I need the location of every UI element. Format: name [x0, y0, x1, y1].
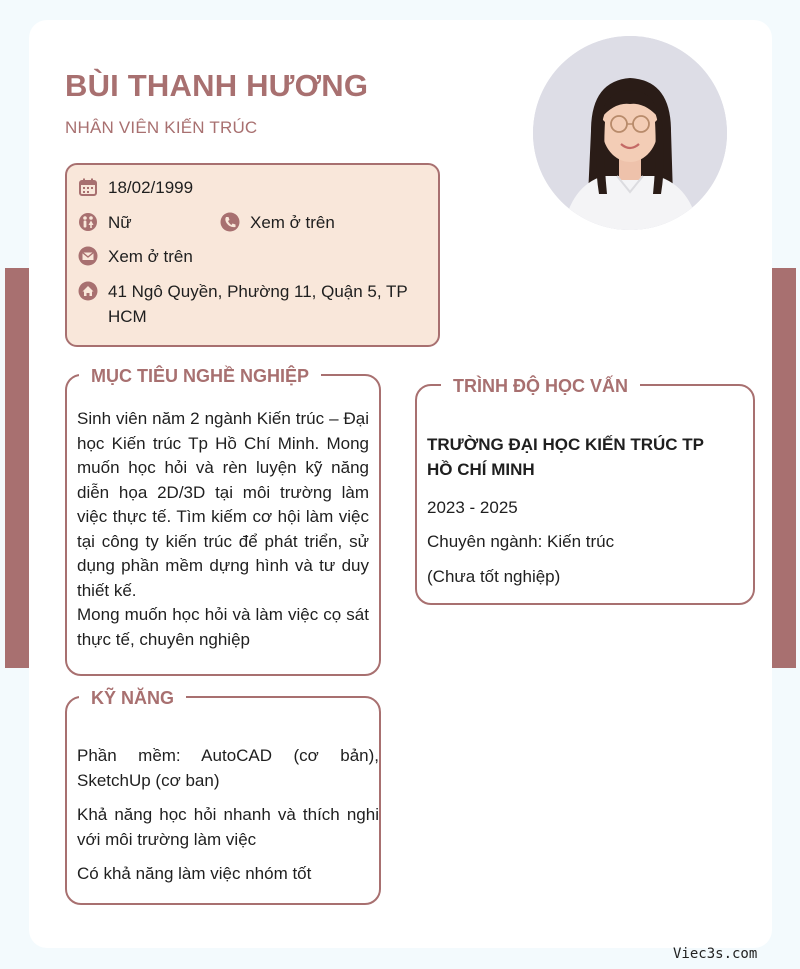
objective-paragraph-2: Mong muốn học hỏi và làm việc cọ sát thực tế, chuyên nghiệp	[77, 605, 369, 649]
skill-item: Có khả năng làm việc nhóm tốt	[77, 864, 312, 883]
home-icon	[78, 281, 98, 301]
gender-value: Nữ	[108, 213, 132, 232]
calendar-icon	[78, 177, 98, 197]
school-name: TRƯỜNG ĐẠI HỌC KIẾN TRÚC TP HỒ CHÍ MINH	[427, 435, 704, 479]
education-years: 2023 - 2025	[427, 498, 518, 517]
avatar	[533, 36, 727, 230]
email-icon	[78, 246, 98, 266]
candidate-name: BÙI THANH HƯƠNG	[65, 68, 369, 103]
phone-value: Xem ở trên	[250, 213, 335, 232]
right-accent-bar	[772, 268, 796, 668]
personal-info-box	[65, 163, 440, 347]
objective-paragraph-1: Sinh viên năm 2 ngành Kiến trúc – Đại học Kiến trúc Tp Hồ Chí Minh. Mong muốn học hỏi và rèn luyện kỹ năng diễn họa 2D/3D tại môi trường làm việc thực tế. Tìm kiếm cơ hội làm việc tại công ty kiến trúc để phát triển, sử dụng phần mềm dựng hình và tư duy thiết kế.	[77, 409, 369, 600]
skills-title: KỸ NĂNG	[79, 686, 186, 710]
birthday-value: 18/02/1999	[108, 178, 194, 197]
education-status: (Chưa tốt nghiệp)	[427, 567, 561, 586]
email-value: Xem ở trên	[108, 247, 193, 266]
phone-icon	[220, 212, 240, 232]
gender-icon	[78, 212, 98, 232]
watermark: Viec3s.com	[673, 946, 758, 962]
job-title: NHÂN VIÊN KIẾN TRÚC	[65, 118, 258, 137]
objective-title: MỤC TIÊU NGHỀ NGHIỆP	[79, 364, 321, 388]
left-accent-bar	[5, 268, 29, 668]
education-title: TRÌNH ĐỘ HỌC VẤN	[441, 374, 640, 398]
skill-item: Khả năng học hỏi nhanh và thích nghi với môi trường làm việc	[77, 805, 379, 849]
address-value: 41 Ngô Quyền, Phường 11, Quận 5, TP HCM	[108, 282, 408, 326]
education-major: Chuyên ngành: Kiến trúc	[427, 532, 615, 551]
skill-item: Phần mềm: AutoCAD (cơ bản), SketchUp (cơ ban)	[77, 746, 379, 790]
